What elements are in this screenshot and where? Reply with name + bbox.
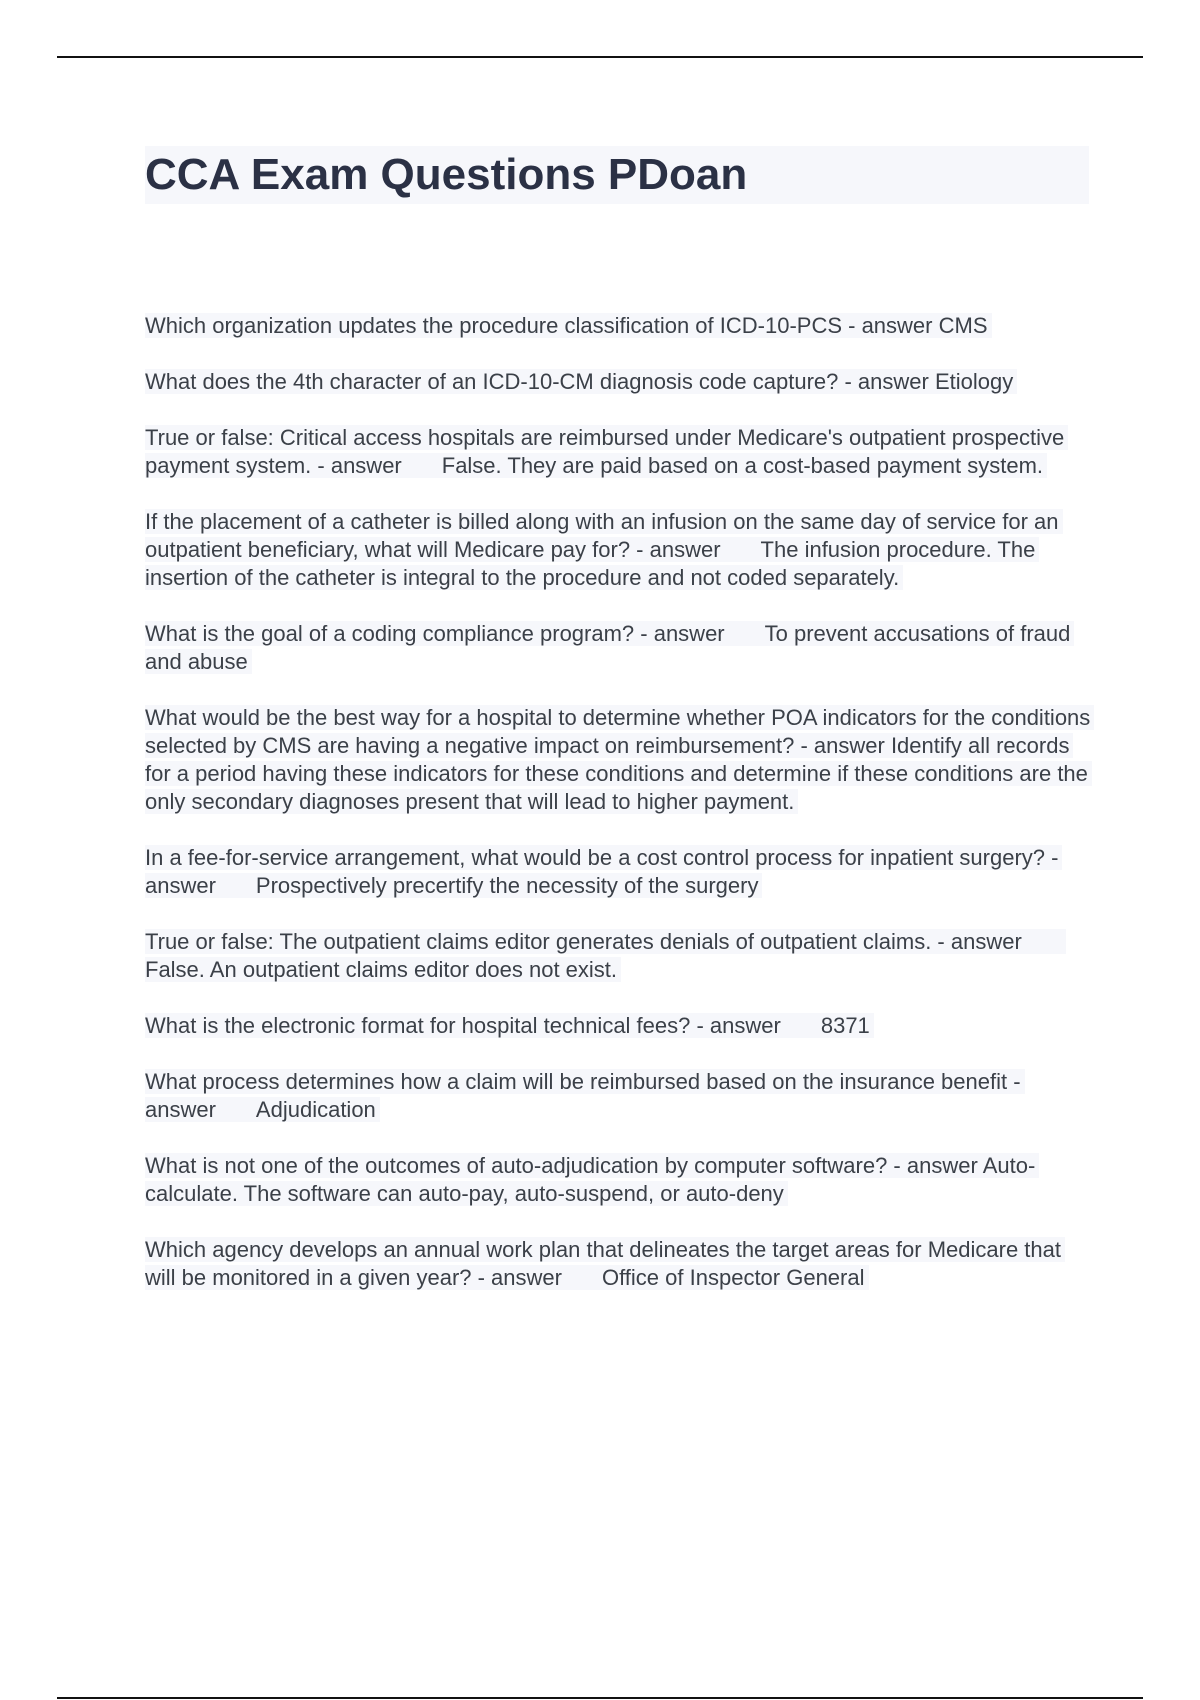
- qa-item: [145, 1068, 1095, 1124]
- qa-item: [145, 620, 1095, 676]
- question-text: Which agency develops an annual work plan that delineates the target areas for Medicare that will be monitored in a given year? - answer: [145, 1237, 1061, 1290]
- answer-text: To prevent accusations of fraud and abuse: [145, 621, 1071, 674]
- question-text: In a fee-for-service arrangement, what would be a cost control process for inpatient surgery? - answer: [145, 845, 1059, 898]
- answer-text: Auto-calculate. The software can auto-pay, auto-suspend, or auto-deny: [145, 1153, 1036, 1206]
- question-text: What is the goal of a coding compliance program? - answer: [145, 621, 725, 646]
- qa-item: [145, 1152, 1095, 1208]
- answer-text: Adjudication: [255, 1097, 376, 1122]
- qa-item: [145, 1012, 1095, 1040]
- qa-item: [145, 508, 1095, 592]
- question-text: What is not one of the outcomes of auto-adjudication by computer software? - answer: [145, 1153, 978, 1178]
- qa-item: [145, 368, 1095, 396]
- qa-item: [145, 844, 1095, 900]
- answer-text: CMS: [938, 313, 988, 338]
- question-text: What process determines how a claim will be reimbursed based on the insurance benefit - answer: [145, 1069, 1021, 1122]
- answer-text: False. They are paid based on a cost-based payment system.: [441, 453, 1044, 478]
- qa-item: [145, 424, 1095, 480]
- question-text: True or false: The outpatient claims editor generates denials of outpatient claims. - answer: [145, 929, 1022, 954]
- question-text: What does the 4th character of an ICD-10-CM diagnosis code capture? - answer: [145, 369, 929, 394]
- question-text: What is the electronic format for hospital technical fees? - answer: [145, 1013, 781, 1038]
- answer-text: The infusion procedure. The insertion of the catheter is integral to the procedure and not coded separately.: [145, 537, 1036, 590]
- qa-item: [145, 928, 1095, 984]
- qa-item: [145, 1236, 1095, 1292]
- question-text: True or false: Critical access hospitals are reimbursed under Medicare's outpatient prospective payment system. - answer: [145, 425, 1065, 478]
- answer-text: Prospectively precertify the necessity of the surgery: [255, 873, 759, 898]
- question-text: If the placement of a catheter is billed along with an infusion on the same day of service for an outpatient beneficiary, what will Medicare pay for? - answer: [145, 509, 1059, 562]
- qa-list: [145, 312, 1095, 1320]
- page-title: CCA Exam Questions PDoan: [145, 146, 1089, 204]
- question-text: Which organization updates the procedure classification of ICD-10-PCS - answer: [145, 313, 933, 338]
- answer-text: False. An outpatient claims editor does not exist.: [145, 957, 618, 982]
- top-rule: [57, 56, 1143, 58]
- qa-item: [145, 704, 1095, 816]
- answer-text: Office of Inspector General: [601, 1265, 865, 1290]
- answer-text: 8371: [820, 1013, 870, 1038]
- answer-text: Identify all records for a period having these indicators for these conditions and determine if these conditions are the only secondary diagnoses present that will lead to higher payment.: [145, 733, 1088, 814]
- bottom-rule: [57, 1697, 1143, 1699]
- answer-text: Etiology: [934, 369, 1014, 394]
- question-text: What would be the best way for a hospital to determine whether POA indicators for the conditions selected by CMS are having a negative impact on reimbursement? - answer: [145, 705, 1091, 758]
- qa-item: [145, 312, 1095, 340]
